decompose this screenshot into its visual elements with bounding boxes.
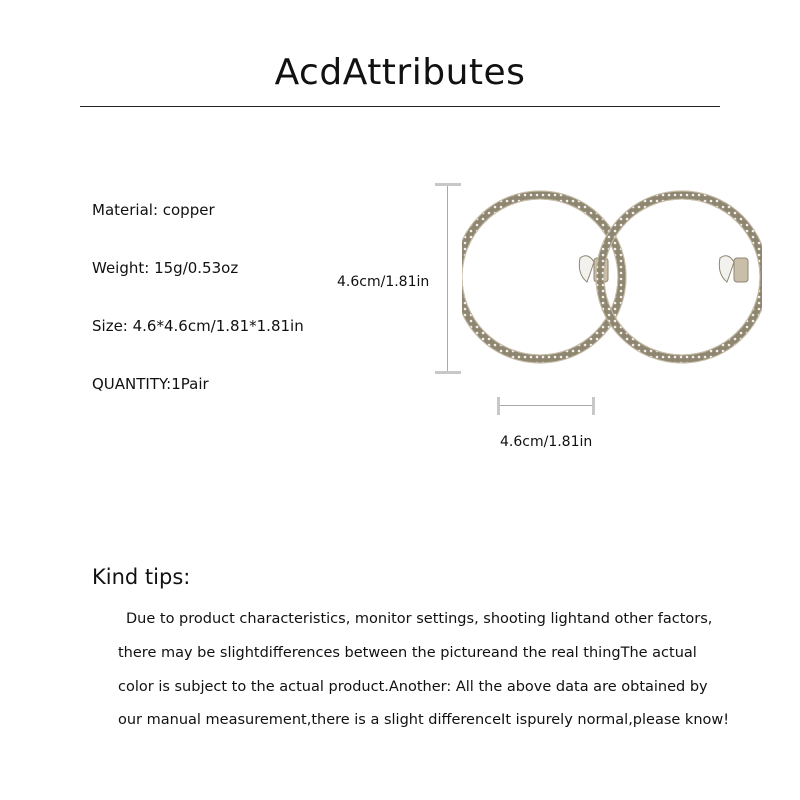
spec-material: Material: copper xyxy=(92,201,215,219)
height-dimension-cap-top xyxy=(435,183,461,186)
kind-tips-title: Kind tips: xyxy=(92,565,191,589)
spec-quantity: QUANTITY:1Pair xyxy=(92,375,209,393)
tip-line: Due to product characteristics, monitor settings, shooting lightand other factors, xyxy=(126,611,713,627)
title-divider xyxy=(80,106,720,107)
width-dimension-cap-left xyxy=(497,397,500,415)
spec-size: Size: 4.6*4.6cm/1.81*1.81in xyxy=(92,317,304,335)
tip-line: there may be slightdifferences between the pictureand the real thingThe actual xyxy=(118,645,697,661)
width-dimension-label: 4.6cm/1.81in xyxy=(500,434,593,450)
width-dimension-cap-right xyxy=(592,397,595,415)
page-title: AcdAttributes xyxy=(274,52,526,93)
tip-line: our manual measurement,there is a slight differenceIt ispurely normal,please know! xyxy=(118,712,730,728)
height-dimension-label: 4.6cm/1.81in xyxy=(337,274,430,290)
height-dimension-line xyxy=(447,185,448,373)
height-dimension-cap-bottom xyxy=(435,371,461,374)
width-dimension-line xyxy=(499,405,595,406)
hoop-earrings-icon xyxy=(462,186,762,366)
tip-line: color is subject to the actual product.Another: All the above data are obtained by xyxy=(118,679,708,695)
spec-weight: Weight: 15g/0.53oz xyxy=(92,259,239,277)
